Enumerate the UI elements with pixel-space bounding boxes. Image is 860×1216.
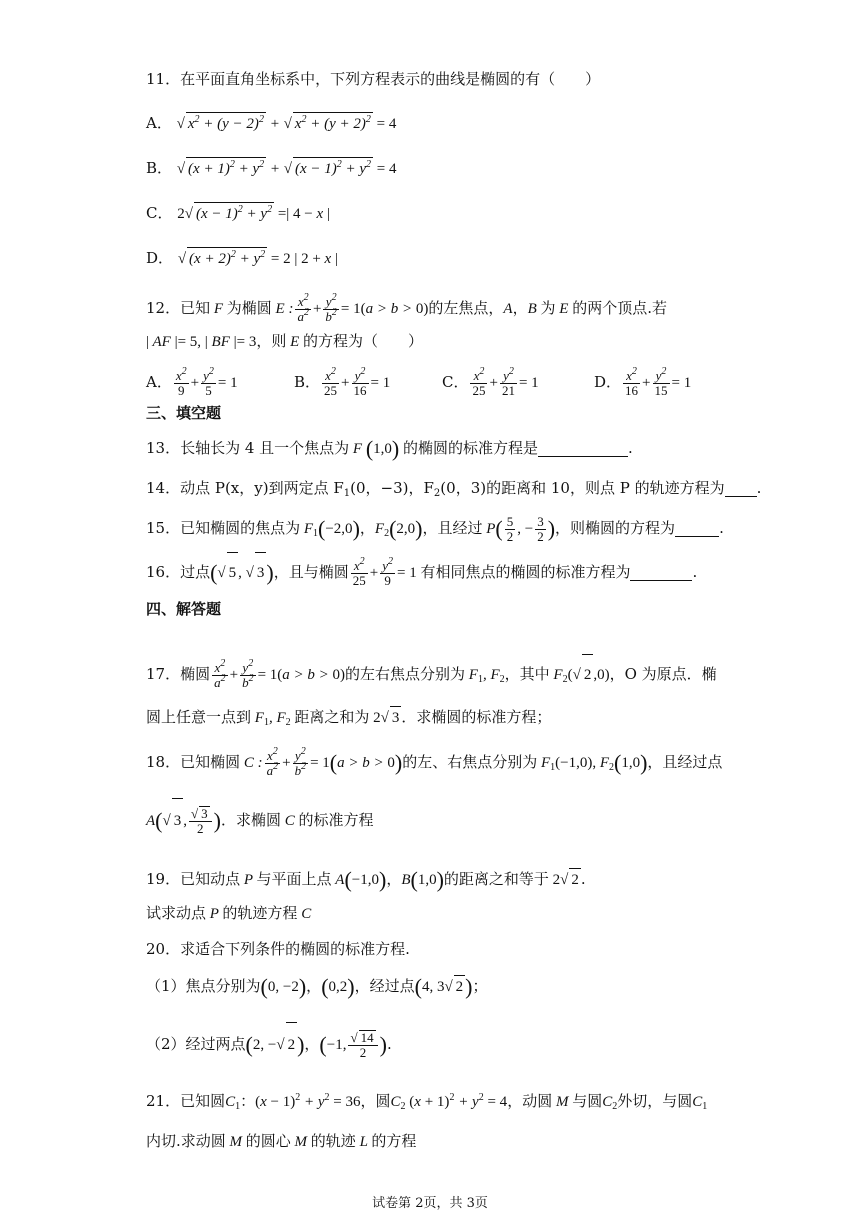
q12-options bbox=[146, 362, 720, 402]
q19-line1: 19．已知动点 P 与平面上点 A(−1,0)，B(1,0)的距离之和等于 2√ 2 . bbox=[146, 867, 586, 892]
q20-part2: （2）经过两点(2, −√ 2)，(−1, $\frac{√ 14}{2}$ ). bbox=[146, 1022, 720, 1067]
q11-option-b: B． √ $(x + 1)^2 + y^2$ + √ $(x - 1)^2 + y^2 = 4$ bbox=[146, 157, 720, 180]
q12-stem: 12．已知 F 为椭圆 E : $\frac{x^2}{a^2}$ + $\frac{y^2}{b^2}$ = 1(a > b > 0)的左焦点，A，B 为 E 的两个顶点.若 bbox=[146, 291, 667, 324]
section-4-heading: 四、解答题 bbox=[146, 600, 222, 618]
q11-option-d: D． √ $(x + 2)^2 + y^2 = 2$ | 2 + x | bbox=[146, 247, 720, 270]
q18-line2: A(√ 3 , $\frac{√ 3}{2}$ )．求椭圆 C 的标准方程 bbox=[146, 798, 720, 843]
q18-line1: 18．已知椭圆 C : $\frac{x^2}{a^2}$ + $\frac{y^2}{b^2}$ = 1(a > b > 0)的左、右焦点分别为 $F_1(-1,0)$, $F_2(1,0)$，且经过点 bbox=[146, 745, 723, 778]
q13: 13．长轴长为 4 且一个焦点为 F (1,0) 的椭圆的标准方程是 . bbox=[146, 436, 633, 461]
q12-stem-line2: | AF |= 5, | BF |= 3，则 E 的方程为（ ） bbox=[146, 332, 424, 350]
q12-option-a: A． $\frac{x^2}{9}$ + $\frac{y^2}{5}$ = 1 bbox=[146, 365, 238, 398]
q20-part1: （1）焦点分别为(0, −2)，(0,2)，经过点(4, 3√ 2)； bbox=[146, 974, 488, 999]
q12-option-c: C． $\frac{x^2}{25}$ + $\frac{y^2}{21}$ = 1 bbox=[442, 365, 539, 398]
q20-stem: 20．求适合下列条件的椭圆的标准方程. bbox=[146, 940, 410, 958]
q12-option-d: D． $\frac{x^2}{16}$ + $\frac{y^2}{15}$ = 1 bbox=[594, 365, 692, 398]
section-3-heading: 三、填空题 bbox=[146, 404, 222, 422]
q21-line1: 21．已知圆$C_1$：$(x - 1)^2 + y^2 = 36$，圆$C_2$ $(x + 1)^2 + y^2 = 4$，动圆 M 与圆$C_2$外切，与圆$C_1$ bbox=[146, 1092, 708, 1112]
q14: 14．动点 P(x，y)到两定点 $F_1(0$，−3)，$F_2(0$，3)的距离和 10，则点 P 的轨迹方程为 . bbox=[146, 479, 762, 499]
q15: 15．已知椭圆的焦点为 $F_1(-2,0)$，$F_2(2,0)$，且经过 P( $\frac{5}{2}$ , − $\frac{3}{2}$ )，则椭圆的方程为 . bbox=[146, 513, 724, 544]
q11-option-c: C． 2√ $(x - 1)^2 + y^2$ =| 4 − x | bbox=[146, 202, 720, 225]
page-footer: 试卷第 2页，共 3页 bbox=[372, 1196, 488, 1211]
q11-option-a: A． √ $x^2 + (y - 2)^2$ + √ $x^2 + (y + 2)^2 = 4$ bbox=[146, 112, 720, 135]
q19-line2: 试求动点 P 的轨迹方程 C bbox=[146, 904, 312, 922]
q21-line2: 内切.求动圆 M 的圆心 M 的轨迹 L 的方程 bbox=[146, 1132, 417, 1150]
q17-line1: 17．椭圆 $\frac{x^2}{a^2}$ + $\frac{y^2}{b^2}$ = 1(a > b > 0)的左右焦点分别为 $F_1$, $F_2$，其中 $F_2(√$ 2 ,0)，O 为原点．椭 bbox=[146, 654, 720, 695]
q12-option-b: B． $\frac{x^2}{25}$ + $\frac{y^2}{16}$ = 1 bbox=[294, 365, 391, 398]
q16: 16．过点(√ 5 , √ 3)，且与椭圆 $\frac{x^2}{25}$ + $\frac{y^2}{9}$ = 1 有相同焦点的椭圆的标准方程为 . bbox=[146, 552, 720, 593]
q17-line2: 圆上任意一点到 $F_1$, $F_2$ 距离之和为 2√ 3 ．求椭圆的标准方程； bbox=[146, 708, 552, 728]
q11-stem: 11．在平面直角坐标系中，下列方程表示的曲线是椭圆的有（ ） bbox=[146, 70, 601, 88]
